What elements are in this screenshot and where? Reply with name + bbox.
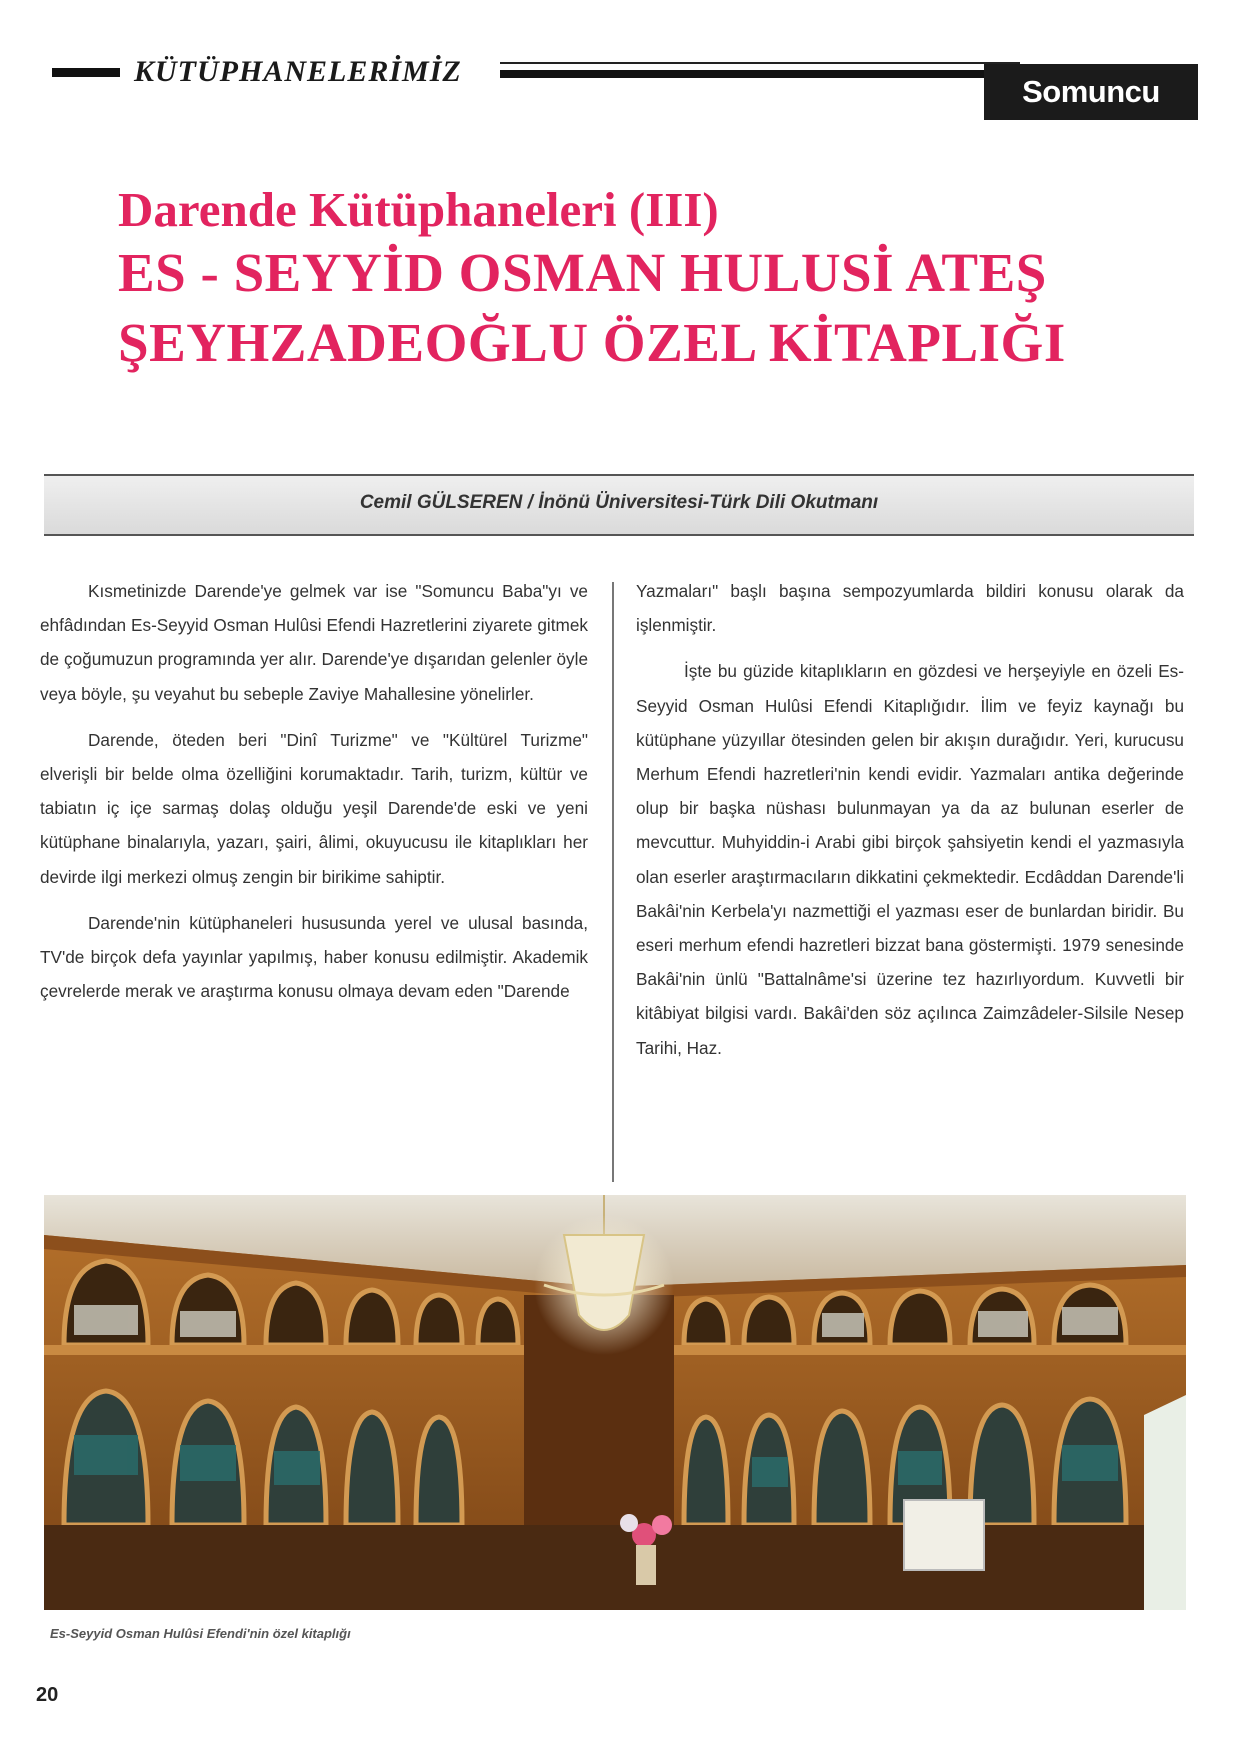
page-header <box>52 54 1198 165</box>
page-number: 20 <box>36 1684 59 1706</box>
paragraph: Yazmaları" başlı başına sempozyumlarda bildiri konusu olarak da işlenmiştir. <box>636 581 1184 636</box>
library-photo <box>44 1195 1186 1610</box>
article-title-line-2: ES - SEYYİD OSMAN HULUSİ ATEŞ <box>118 242 1047 303</box>
article-title-line-3: ŞEYHZADEOĞLU ÖZEL KİTAPLIĞI <box>118 312 1066 373</box>
article-title-series: Darende Kütüphaneleri (III) <box>118 182 719 237</box>
section-label: KÜTÜPHANELERİMİZ <box>134 55 462 88</box>
header-rule-thin <box>500 62 1020 64</box>
header-rule-right <box>500 70 1020 78</box>
header-rule-left <box>52 68 120 77</box>
magazine-brand: Somuncu Baba <box>984 64 1198 120</box>
author-byline-bar <box>44 474 1194 536</box>
column-divider <box>612 582 614 1182</box>
body-column-left <box>40 574 588 1020</box>
author-byline: Cemil GÜLSEREN / İnönü Üniversitesi-Türk Dili Okutmanı <box>359 492 879 513</box>
paragraph: Kısmetinizde Darende'ye gelmek var ise "Somuncu Baba"yı ve ehfâdından Es-Seyyid Osman Hulûsi Efendi Hazretlerini ziyarete gitmek de çoğumuzun programında yer alır. Darende'ye dışarıdan gelenler öyle veya böyle, şu veyahut bu sebeple Zaviye Mahallesine yönelirler. <box>40 581 588 704</box>
library-illustration <box>44 1195 1186 1610</box>
photo-caption: Es-Seyyid Osman Hulûsi Efendi'nin özel kitaplığı <box>50 1626 351 1641</box>
paragraph: İşte bu güzide kitaplıkların en gözdesi ve herşeyiyle en özeli Es-Seyyid Osman Hulûsi Efendi Kitaplığıdır. İlim ve feyiz kaynağı bu kütüphane yüzyıllar ötesinden gelen bir akışın durağıdır. Yeri, kurucusu Merhum Efendi hazretleri'nin kendi evidir. Yazmaları antika değerinde olup bir başka nüshası bulunmayan ya da az bulunan eserler de mevcuttur. Muhyiddin-i Arabi gibi birçok şahsiyetin kendi el yazmasıyla olan eserler araştırmacıların dikkatini çekmektedir. Ecdâddan Darende'li Bakâi'nin Kerbela'yı nazmettiği el yazması eser de bunlardan biridir. Bu eseri merhum efendi hazretleri bizzat bana göstermişti. 1979 senesinde Bakâi'nin ünlü "Battalnâme'si üzerine tez hazırlıyordum. Kuvvetli bir kitâbiyat bilgisi vardı. Bakâi'den söz açılınca Zaimzâdeler-Silsile Nesep Tarihi, Haz. <box>636 661 1184 1058</box>
article-title-block <box>118 182 1178 378</box>
paragraph: Darende'nin kütüphaneleri hususunda yerel ve ulusal basında, TV'de birçok defa yayınlar yapılmış, haber konusu edilmiştir. Akademik çevrelerde merak ve araştırma konusu olmaya devam eden "Darende <box>40 912 588 1002</box>
article-body <box>40 574 1200 1174</box>
paragraph: Darende, öteden beri "Dinî Turizme" ve "Kültürel Turizme" elverişli bir belde olma özelliğini korumaktadır. Tarih, turizm, kültür ve tabiatın iç içe sarmaş dolaş olduğu yeşil Darende'de eski ve yeni kütüphane binalarıyla, yazarı, şairi, âlimi, okuyucusu ile kitaplıkları her devirde ilgi merkezi olmuş zengin bir birikime sahiptir. <box>40 729 588 887</box>
framed-picture <box>904 1500 984 1570</box>
body-column-right <box>636 574 1184 1077</box>
